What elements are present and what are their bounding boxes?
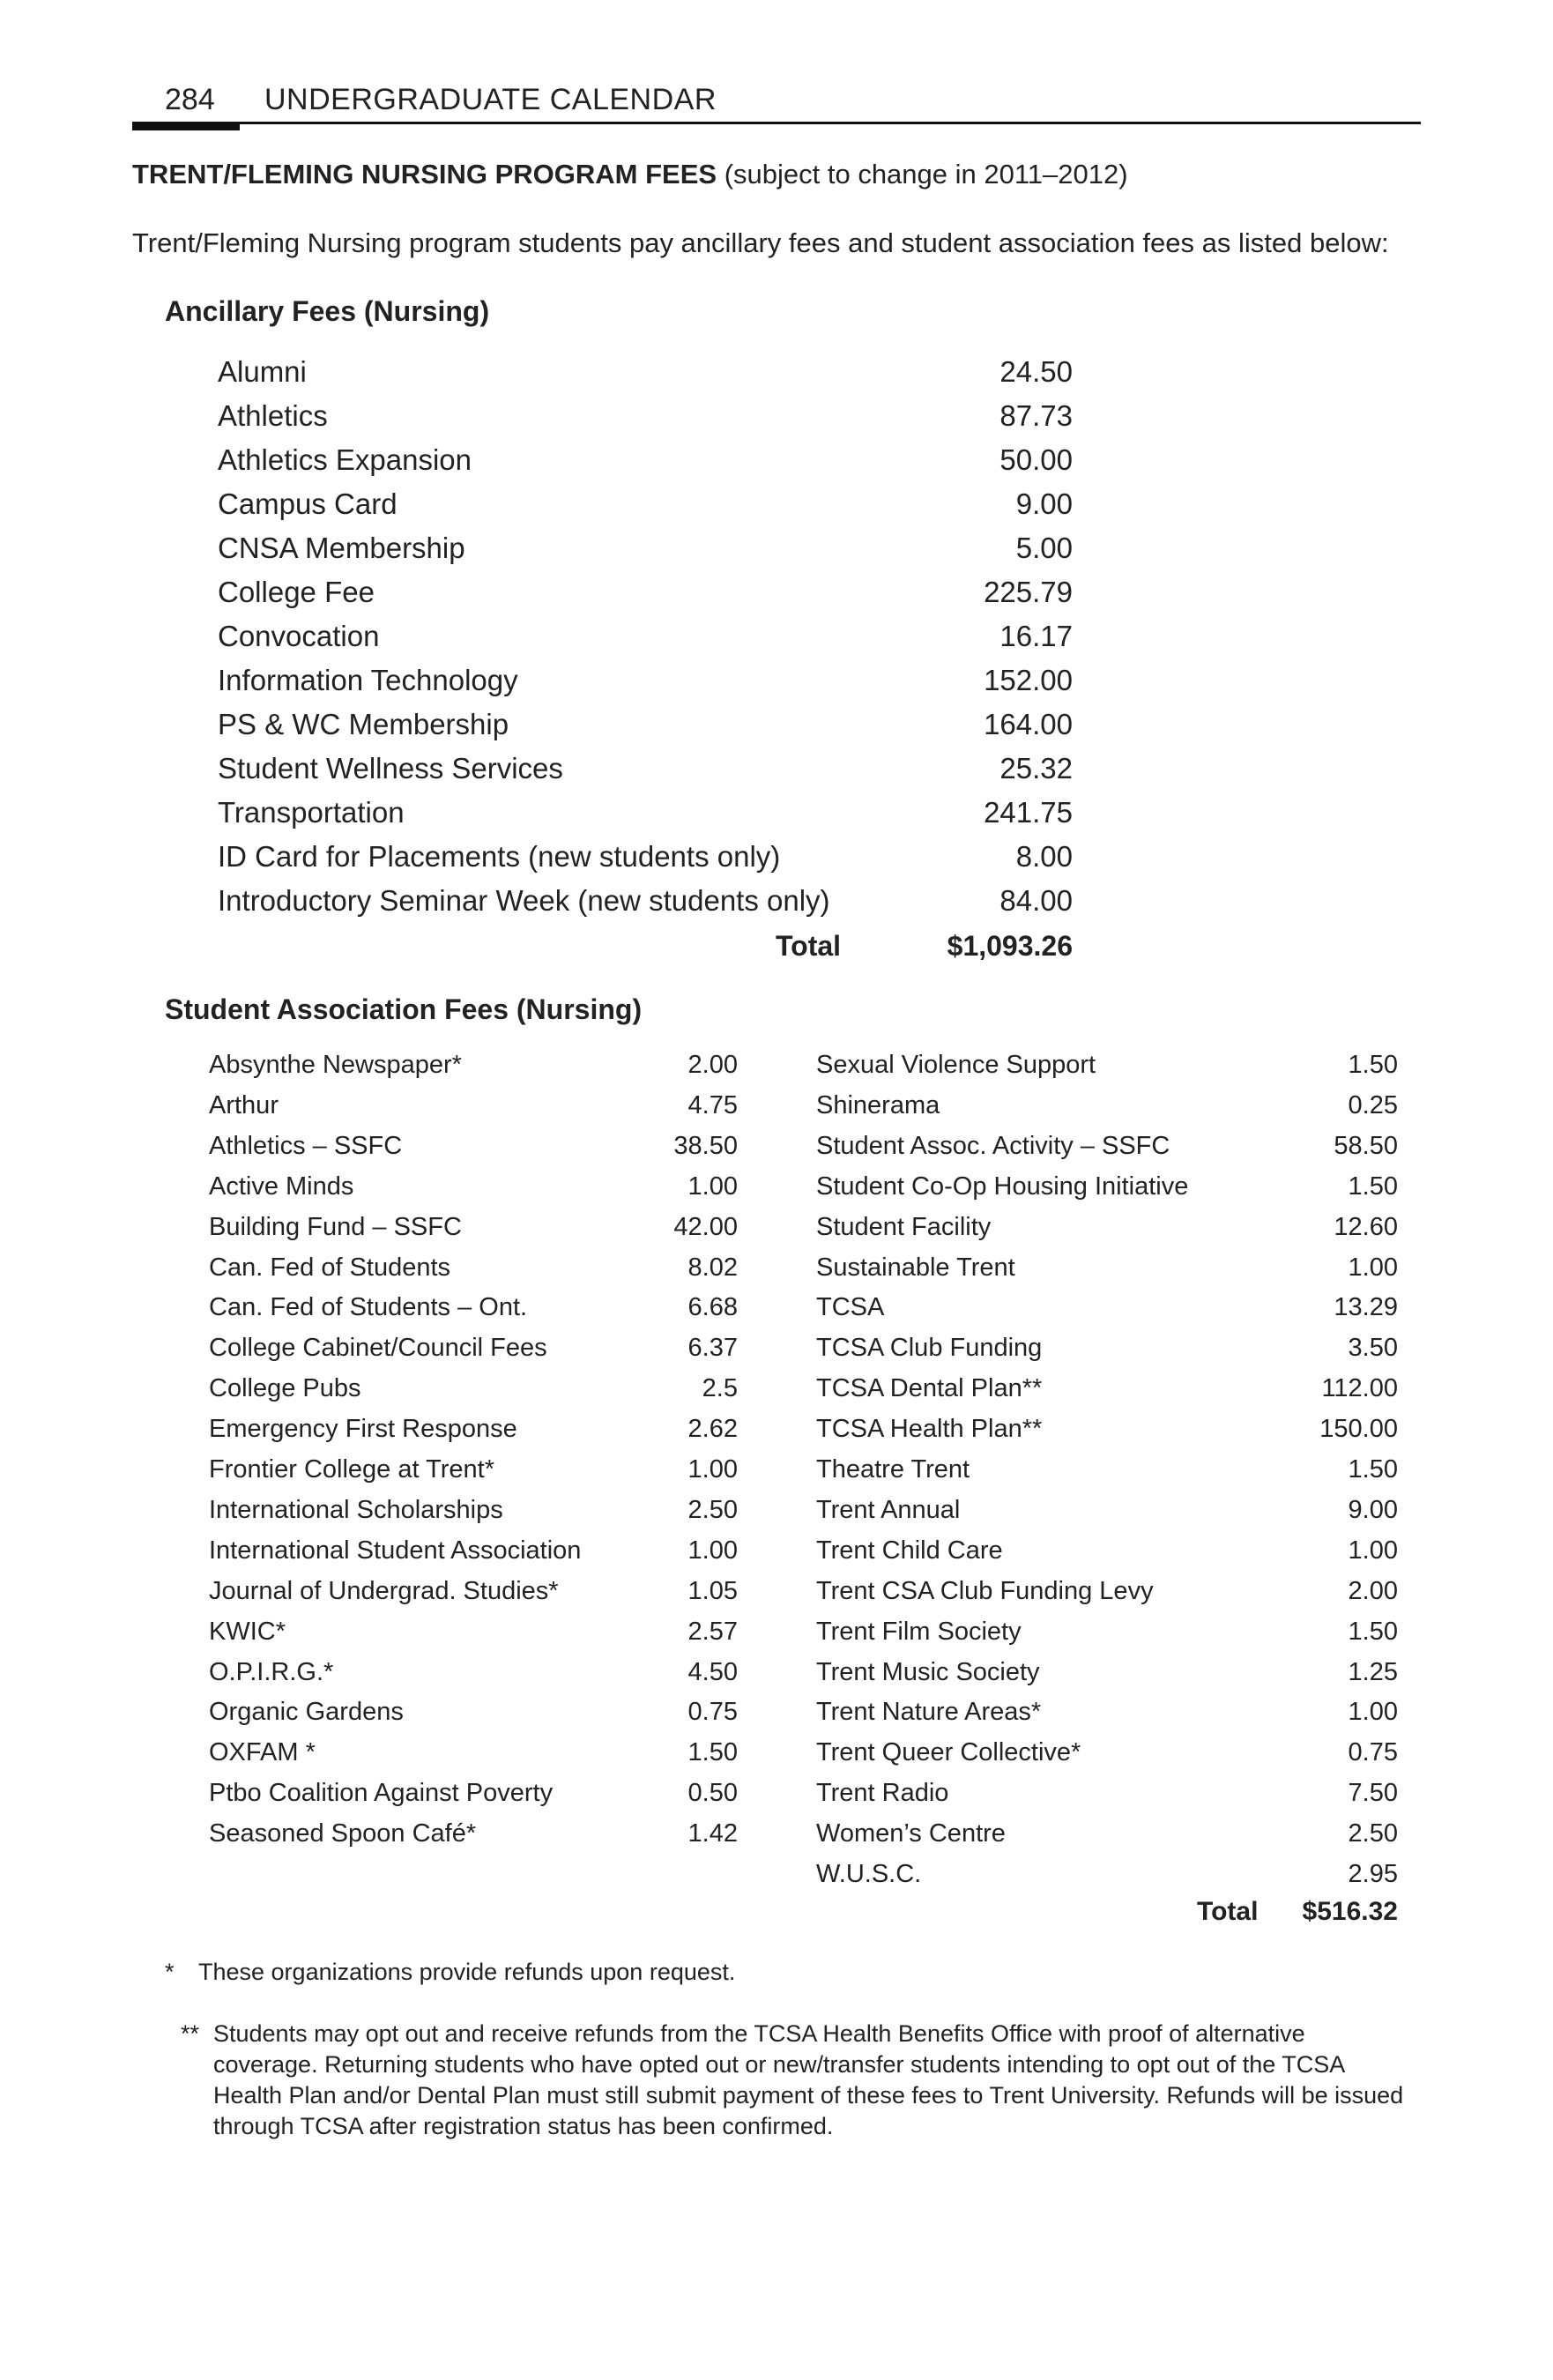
table-row [816,1455,1398,1496]
fee-amount: 25.32 [999,752,1073,785]
table-row [218,443,1073,487]
table-row [816,1860,1398,1900]
fee-label: TCSA Dental Plan** [816,1374,1043,1402]
table-row [816,1536,1398,1577]
table-row [816,1819,1398,1860]
fee-label: Trent Film Society [816,1618,1022,1646]
fee-label: Shinerama [816,1091,940,1119]
fee-label: Frontier College at Trent* [209,1455,494,1484]
fee-amount: 1.00 [1348,1536,1398,1565]
fee-amount: 8.00 [1015,840,1073,873]
fee-amount: 1.00 [1348,1698,1398,1726]
fee-label: Trent Child Care [816,1536,1003,1565]
fee-amount: 1.50 [1348,1455,1398,1484]
fee-label: Seasoned Spoon Café* [209,1819,477,1848]
table-row [218,840,1073,884]
table-row [816,1253,1398,1294]
fee-label: Emergency First Response [209,1415,517,1443]
fee-label: Sexual Violence Support [816,1051,1096,1079]
fee-amount: 150.00 [1319,1415,1398,1443]
fee-amount: 4.75 [687,1091,738,1119]
intro-paragraph: Trent/Fleming Nursing program students pay ancillary fees and student association fees as listed below: [132,227,1389,258]
fee-label: International Scholarships [209,1496,503,1524]
fee-label: OXFAM * [209,1738,316,1766]
table-row [209,1455,738,1496]
table-row [816,1415,1398,1455]
section-title-note: (subject to change in 2011–2012) [717,159,1128,190]
table-row [209,1091,738,1132]
footnote-mark: ** [181,2020,200,2047]
fee-amount: 2.95 [1348,1860,1398,1888]
table-row [209,1698,738,1738]
table-row [209,1132,738,1172]
table-row [816,1658,1398,1699]
fee-label: College Pubs [209,1374,361,1402]
fee-amount: 2.00 [1348,1577,1398,1605]
running-title: UNDERGRADUATE CALENDAR [264,83,717,116]
table-row [218,620,1073,664]
fee-label: Student Wellness Services [218,752,563,785]
fee-amount: 7.50 [1348,1779,1398,1807]
fee-label: Transportation [218,796,405,829]
fee-label: Can. Fed of Students [209,1253,451,1282]
fee-amount: 1.00 [687,1172,738,1201]
fee-label: ID Card for Placements (new students only) [218,840,781,873]
table-row [816,1738,1398,1779]
table-row [209,1293,738,1334]
fee-label: Athletics – SSFC [209,1132,403,1160]
fee-label: Ptbo Coalition Against Poverty [209,1779,554,1807]
page-header [132,78,1421,130]
table-row [209,1738,738,1779]
fee-amount: 2.50 [687,1496,738,1524]
ancillary-total-label: Total [776,930,842,962]
fee-label: O.P.I.R.G.* [209,1658,334,1686]
fee-label: TCSA Health Plan** [816,1415,1043,1443]
table-row [816,1091,1398,1132]
table-row [209,1051,738,1091]
fee-label: International Student Association [209,1536,582,1565]
fee-amount: 241.75 [984,796,1073,829]
fee-label: Athletics [218,399,328,432]
fee-label: KWIC* [209,1618,286,1646]
fee-label: Sustainable Trent [816,1253,1015,1282]
table-row [209,1496,738,1536]
fee-amount: 1.00 [1348,1253,1398,1282]
fee-label: Trent Music Society [816,1658,1040,1686]
table-row [209,1577,738,1618]
footnote-refunds [165,1957,735,1988]
fee-amount: 0.50 [687,1779,738,1807]
table-row [816,1293,1398,1334]
fee-label: Theatre Trent [816,1455,970,1484]
fee-label: College Cabinet/Council Fees [209,1334,547,1362]
fee-amount: 152.00 [984,664,1073,696]
fee-amount: 50.00 [999,443,1073,476]
fee-label: CNSA Membership [218,532,465,564]
table-row [209,1213,738,1253]
fee-amount: 1.50 [1348,1051,1398,1079]
table-row [218,796,1073,840]
fee-label: Arthur [209,1091,279,1119]
fee-amount: 58.50 [1334,1132,1398,1160]
fee-amount: 9.00 [1348,1496,1398,1524]
fee-amount: 2.50 [1348,1819,1398,1848]
section-title [132,159,1128,190]
fee-label: Women’s Centre [816,1819,1006,1848]
table-row [218,664,1073,708]
fee-label: Journal of Undergrad. Studies* [209,1577,559,1605]
fee-amount: 1.50 [1348,1172,1398,1201]
fee-amount: 0.25 [1348,1091,1398,1119]
fee-amount: 2.62 [687,1415,738,1443]
table-row [218,752,1073,796]
table-row [816,1618,1398,1658]
table-row [816,1132,1398,1172]
fee-amount: 6.68 [687,1293,738,1321]
table-row [209,1779,738,1819]
fee-label: Student Co-Op Housing Initiative [816,1172,1189,1201]
table-row [816,1779,1398,1819]
fee-label: College Fee [218,576,375,608]
section-title-bold: TRENT/FLEMING NURSING PROGRAM FEES [132,159,717,190]
fee-label: Organic Gardens [209,1698,404,1726]
fee-label: Alumni [218,355,307,388]
table-row [816,1334,1398,1374]
page-number: 284 [165,83,215,116]
table-row [816,1213,1398,1253]
fee-label: Trent Radio [816,1779,949,1807]
footnote-text: These organizations provide refunds upon request. [198,1959,736,1985]
table-row [816,1374,1398,1415]
fee-label: Athletics Expansion [218,443,472,476]
fee-amount: 0.75 [1348,1738,1398,1766]
fee-amount: 0.75 [687,1698,738,1726]
fee-label: Student Assoc. Activity – SSFC [816,1132,1170,1160]
table-row [816,1577,1398,1618]
fee-amount: 16.17 [999,620,1073,652]
fee-label: Convocation [218,620,380,652]
table-row [209,1819,738,1860]
fee-label: Trent CSA Club Funding Levy [816,1577,1154,1605]
fee-amount: 164.00 [984,708,1073,740]
table-row [816,1051,1398,1091]
fee-amount: 2.57 [687,1618,738,1646]
fee-label: PS & WC Membership [218,708,509,740]
fee-amount: 84.00 [999,884,1073,917]
student-association-total-value: $516.32 [1302,1897,1398,1926]
fee-amount: 1.00 [687,1536,738,1565]
fee-amount: 4.50 [687,1658,738,1686]
table-row [209,1374,738,1415]
table-row [209,1334,738,1374]
footnote-opt-out [181,2019,1415,2142]
fee-amount: 2.00 [687,1051,738,1079]
header-rule [132,122,1421,124]
fee-label: Active Minds [209,1172,354,1201]
student-association-total-label: Total [1197,1897,1259,1926]
table-row [209,1536,738,1577]
fee-amount: 12.60 [1334,1213,1398,1241]
fee-amount: 1.50 [687,1738,738,1766]
fee-amount: 112.00 [1321,1374,1398,1402]
fee-label: Trent Nature Areas* [816,1698,1042,1726]
table-row [209,1415,738,1455]
table-row [218,884,1073,928]
table-row [218,532,1073,576]
fee-amount: 6.37 [687,1334,738,1362]
fee-amount: 225.79 [984,576,1073,608]
fee-amount: 24.50 [999,355,1073,388]
table-row [218,708,1073,752]
header-rule-accent [132,122,240,130]
fee-amount: 87.73 [999,399,1073,432]
fee-amount: 3.50 [1348,1334,1398,1362]
fee-amount: 9.00 [1015,487,1073,520]
fee-label: Can. Fed of Students – Ont. [209,1293,528,1321]
ancillary-fees-heading: Ancillary Fees (Nursing) [165,295,490,327]
fee-label: TCSA Club Funding [816,1334,1043,1362]
fee-amount: 13.29 [1334,1293,1398,1321]
ancillary-total-value: $1,093.26 [947,930,1073,962]
footnote-text: Students may opt out and receive refunds from the TCSA Health Benefits Office with proof of alternative coverage. Returning students who have opted out or new/transfer students intending to opt out of the TCSA Health Plan and/or Dental Plan must still submit payment of these fees to Trent University. Refunds will be issued through TCSA after registration status has been confirmed. [213,2020,1404,2139]
table-row [218,355,1073,399]
table-row [218,576,1073,620]
fee-label: TCSA [816,1293,885,1321]
fee-amount: 1.00 [687,1455,738,1484]
fee-amount: 1.25 [1348,1658,1398,1686]
fee-label: Building Fund – SSFC [209,1213,462,1241]
fee-label: Campus Card [218,487,398,520]
fee-amount: 5.00 [1015,532,1073,564]
fee-label: Trent Annual [816,1496,961,1524]
table-row [816,1496,1398,1536]
fee-label: Information Technology [218,664,518,696]
fee-amount: 1.50 [1348,1618,1398,1646]
fee-amount: 1.42 [687,1819,738,1848]
student-association-fees-heading: Student Association Fees (Nursing) [165,993,643,1025]
fee-amount: 38.50 [673,1132,738,1160]
table-row [209,1172,738,1213]
fee-amount: 2.5 [702,1374,738,1402]
fee-amount: 1.05 [687,1577,738,1605]
fee-label: Absynthe Newspaper* [209,1051,462,1079]
table-row [816,1698,1398,1738]
table-row [209,1618,738,1658]
table-row [209,1253,738,1294]
fee-label: Introductory Seminar Week (new students only) [218,884,830,917]
table-row [218,487,1073,532]
footnote-mark: * [165,1959,175,1985]
fee-amount: 42.00 [673,1213,738,1241]
fee-label: W.U.S.C. [816,1860,922,1888]
table-row [218,399,1073,443]
table-row [816,1172,1398,1213]
fee-label: Trent Queer Collective* [816,1738,1081,1766]
fee-label: Student Facility [816,1213,992,1241]
table-row [209,1658,738,1699]
fee-amount: 8.02 [687,1253,738,1282]
